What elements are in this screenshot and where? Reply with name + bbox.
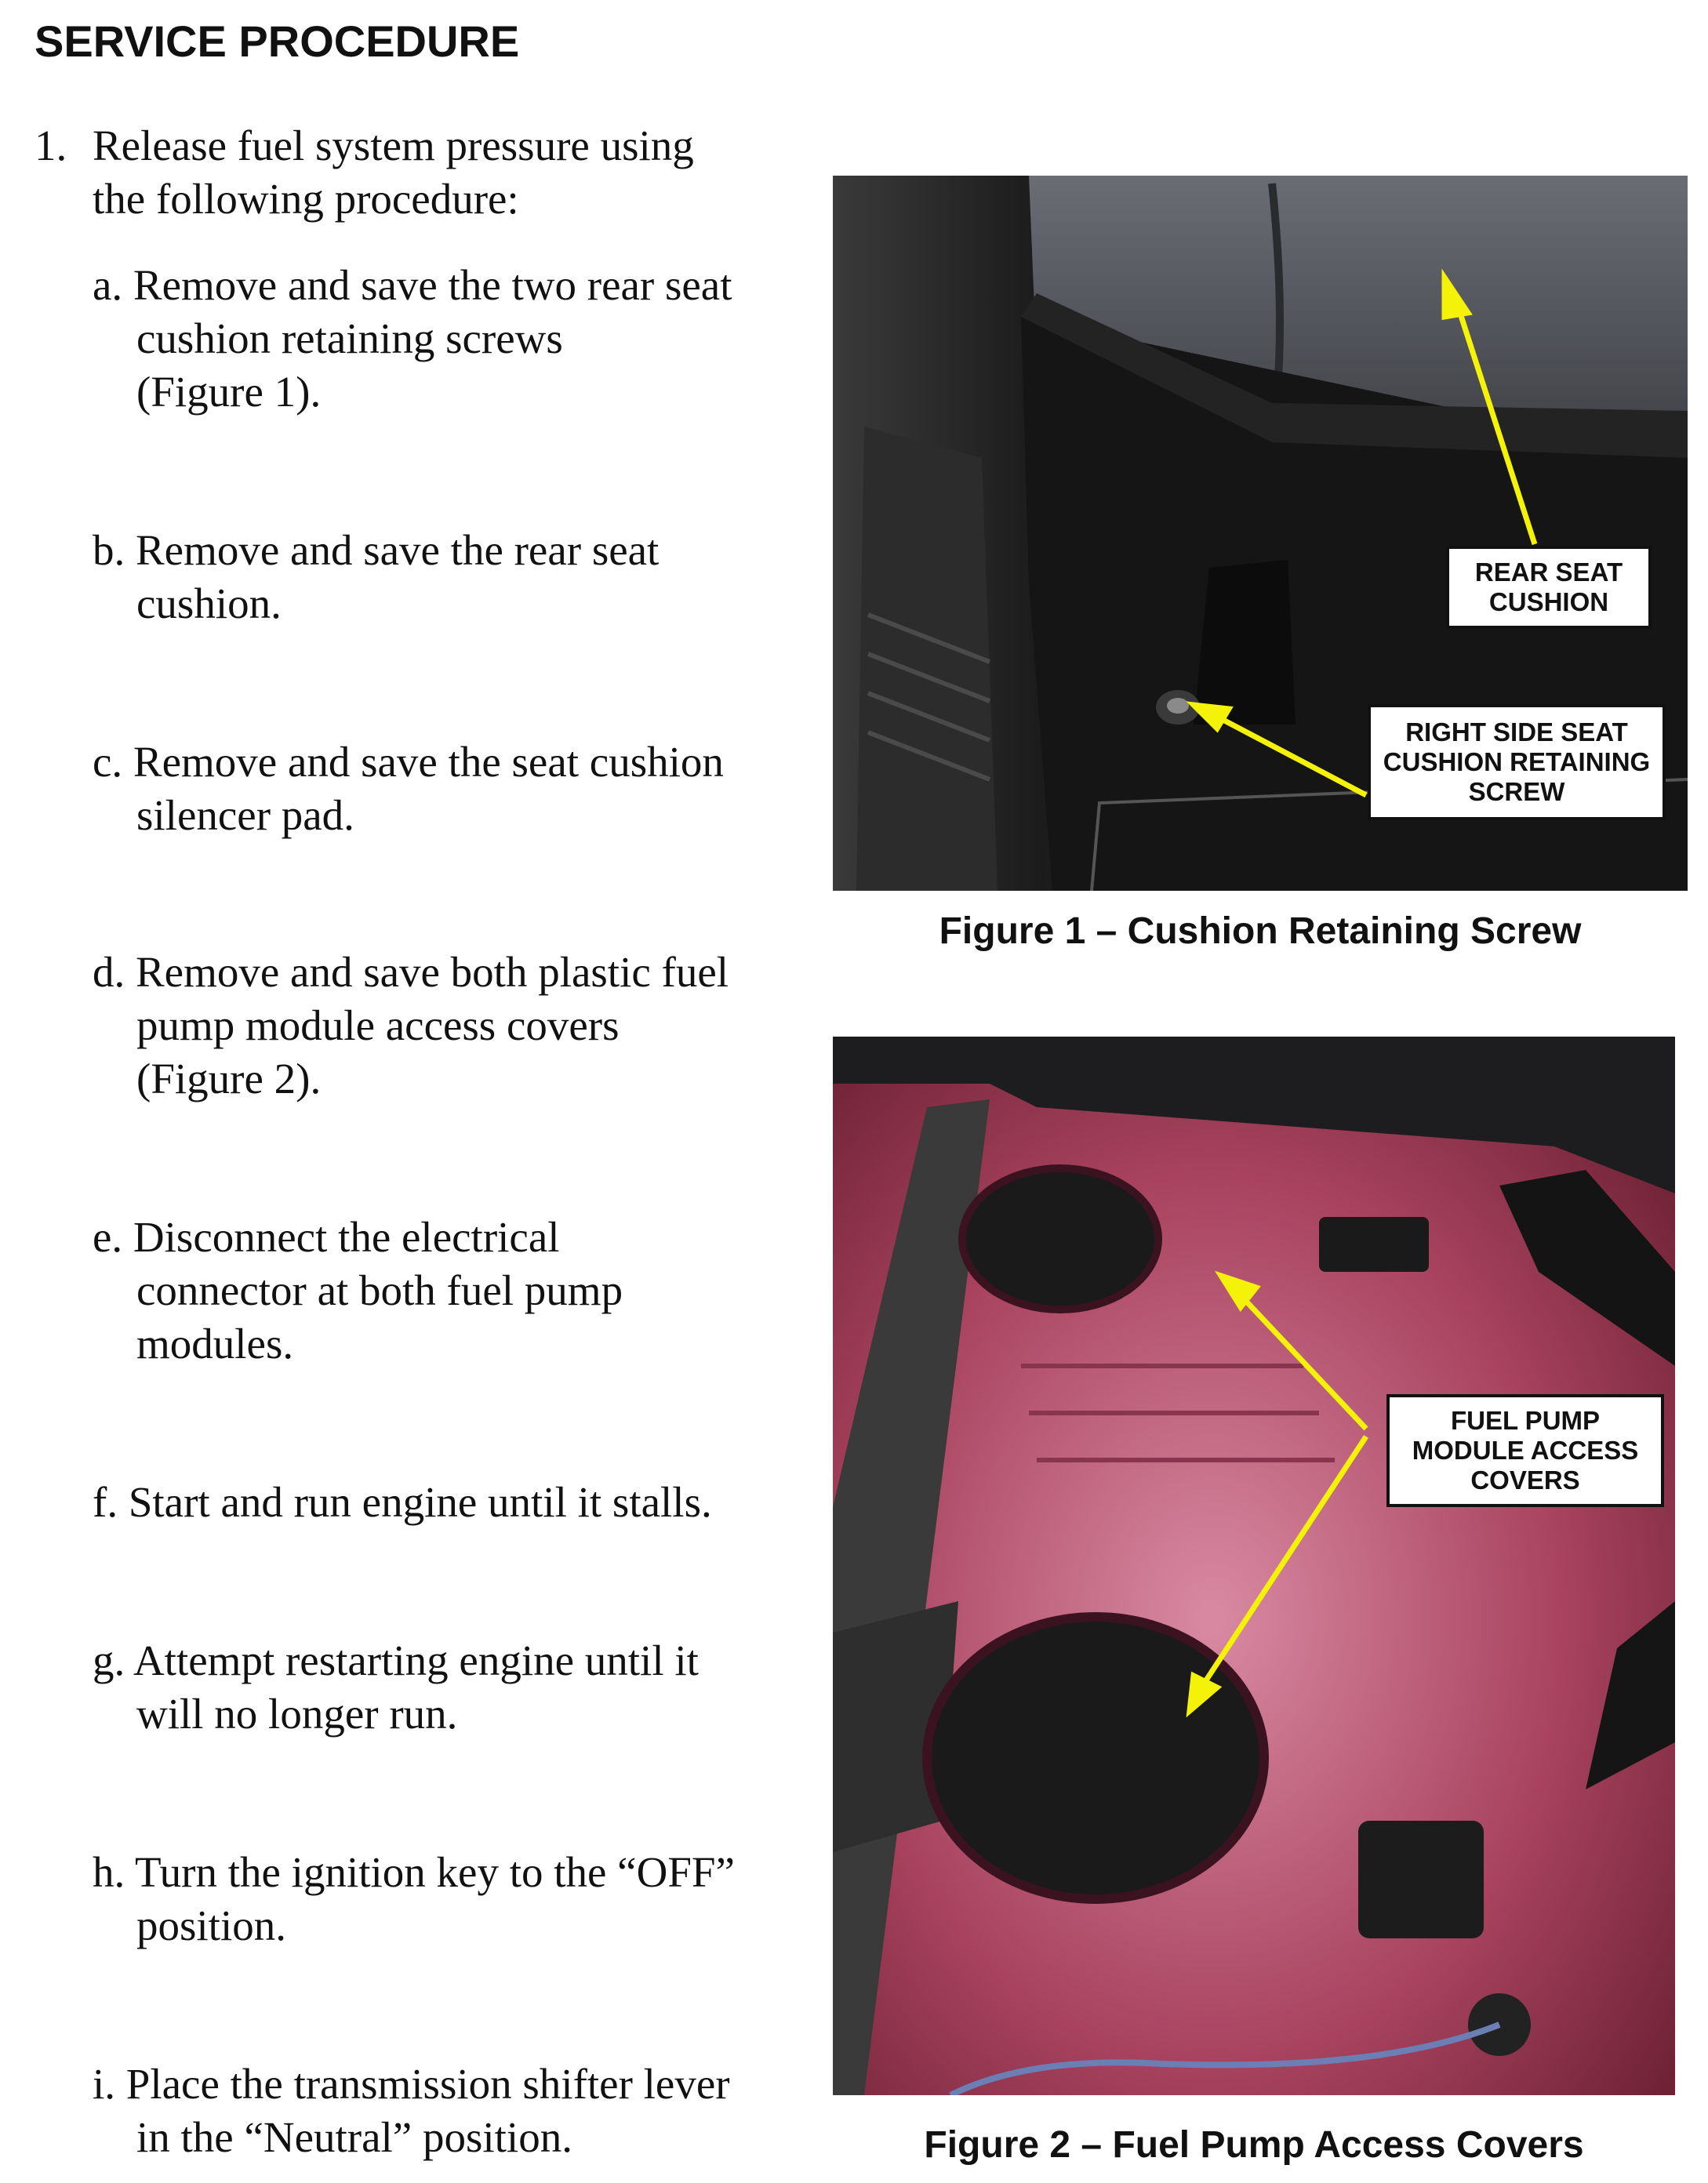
substep-h-line1: h. Turn the ignition key to the “OFF” bbox=[93, 1848, 735, 1896]
substep-e-line3: modules. bbox=[136, 1320, 294, 1368]
step-lead-line2: the following procedure: bbox=[93, 175, 519, 223]
callout-covers-line1: FUEL PUMP bbox=[1450, 1406, 1601, 1435]
substep-f-line1: f. Start and run engine until it stalls. bbox=[93, 1478, 712, 1526]
substep-g bbox=[93, 1634, 798, 1741]
section-heading: SERVICE PROCEDURE bbox=[35, 16, 520, 66]
substep-b-line1: b. Remove and save the rear seat bbox=[93, 526, 660, 574]
callout-covers-line2: MODULE ACCESS bbox=[1412, 1436, 1639, 1465]
callout-screw-line2: CUSHION RETAINING bbox=[1383, 747, 1651, 776]
step-lead-text bbox=[93, 119, 798, 226]
substep-a-line3: (Figure 1). bbox=[136, 368, 322, 416]
figure2-caption: Figure 2 – Fuel Pump Access Covers bbox=[924, 2124, 1584, 2166]
substep-i-line1: i. Place the transmission shifter lever bbox=[93, 2060, 730, 2108]
substep-g-line2: will no longer run. bbox=[136, 1690, 458, 1738]
substep-d-line3: (Figure 2). bbox=[136, 1055, 322, 1102]
callout-covers-line3: COVERS bbox=[1470, 1466, 1580, 1495]
substep-c-line2: silencer pad. bbox=[136, 791, 354, 839]
callout-screw-line1: RIGHT SIDE SEAT bbox=[1405, 717, 1628, 746]
step-lead-line1: Release fuel system pressure using bbox=[93, 122, 694, 169]
callout-rear-seat-line2: CUSHION bbox=[1488, 587, 1609, 616]
substep-a-line1: a. Remove and save the two rear seat bbox=[93, 261, 732, 309]
callout-rear-seat-line1: REAR SEAT bbox=[1474, 558, 1623, 587]
figure1-caption: Figure 1 – Cushion Retaining Screw bbox=[939, 910, 1582, 952]
substep-e-line2: connector at both fuel pump bbox=[136, 1266, 623, 1314]
substep-c bbox=[93, 736, 798, 842]
substep-h bbox=[93, 1846, 798, 1952]
substep-c-line1: c. Remove and save the seat cushion bbox=[93, 738, 724, 786]
substep-h-line2: position. bbox=[136, 1901, 286, 1949]
substep-b-line2: cushion. bbox=[136, 579, 282, 627]
substep-e-line1: e. Disconnect the electrical bbox=[93, 1213, 560, 1261]
substep-e bbox=[93, 1211, 798, 1371]
figure2-photo bbox=[833, 1037, 1675, 2095]
substep-a-line2: cushion retaining screws bbox=[136, 314, 563, 362]
substep-g-line1: g. Attempt restarting engine until it bbox=[93, 1636, 699, 1684]
step-number: 1. bbox=[35, 122, 67, 169]
callout-fuel-pump-covers bbox=[1386, 1394, 1664, 1507]
substep-d-line2: pump module access covers bbox=[136, 1001, 620, 1049]
substep-i bbox=[93, 2058, 798, 2164]
callout-screw-line3: SCREW bbox=[1468, 777, 1565, 806]
substep-a bbox=[93, 259, 798, 419]
substep-d bbox=[93, 946, 798, 1106]
figure1-photo bbox=[833, 176, 1688, 891]
substep-f bbox=[93, 1476, 798, 1529]
substep-i-line2: in the “Neutral” position. bbox=[136, 2113, 572, 2161]
substep-d-line1: d. Remove and save both plastic fuel bbox=[93, 948, 729, 996]
substep-b bbox=[93, 524, 798, 630]
callout-retaining-screw bbox=[1368, 704, 1666, 820]
callout-rear-seat-cushion bbox=[1446, 546, 1652, 629]
